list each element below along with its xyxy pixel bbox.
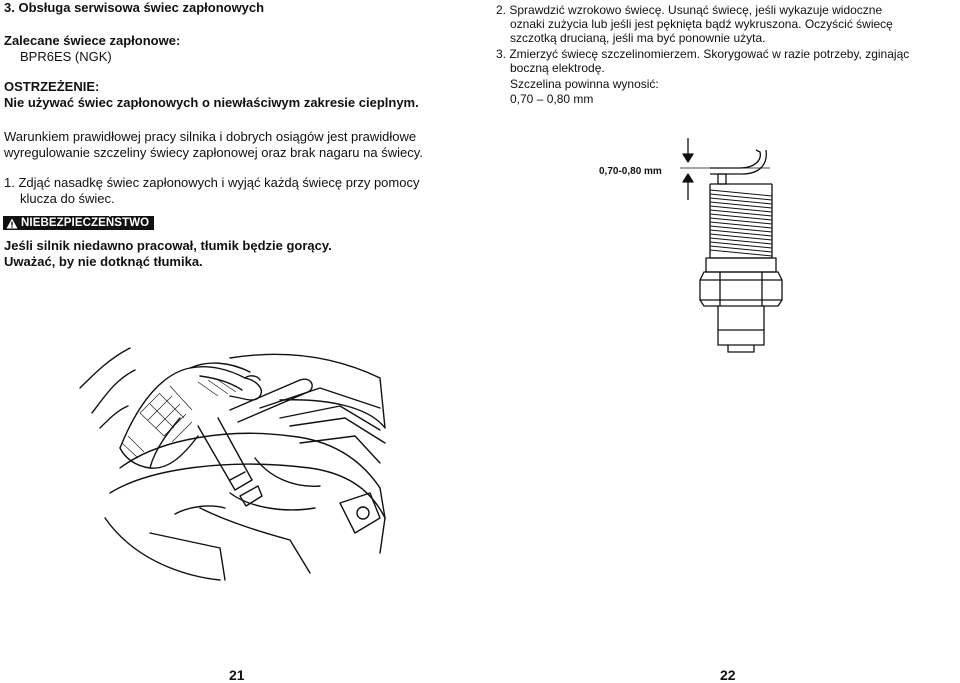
danger-line-2: Uważać, by nie dotknąć tłumika. bbox=[4, 254, 203, 269]
spark-plug-gap-diagram bbox=[660, 130, 800, 360]
danger-label: NIEBEZPIECZEŃSTWO bbox=[21, 217, 150, 229]
caution-heading: OSTRZEŻENIE: bbox=[4, 79, 100, 94]
recommended-value: BPR6ES (NGK) bbox=[20, 49, 112, 64]
page-number-left: 21 bbox=[229, 667, 245, 683]
recommended-heading: Zalecane świece zapłonowe: bbox=[4, 33, 181, 48]
step2-line-3: szczotką drucianą, jeśli ma być ponownie użyta. bbox=[510, 31, 766, 45]
page-number-right: 22 bbox=[720, 667, 736, 683]
spark-plug-removal-illustration bbox=[80, 318, 420, 578]
danger-badge bbox=[3, 216, 154, 230]
step2-line-2: oznaki zużycia lub jeśli jest pęknięta bądź wykruszona. Oczyścić świecę bbox=[510, 17, 893, 31]
section-title: 3. Obsługa serwisowa świec zapłonowych bbox=[4, 0, 265, 15]
step3-line-2: boczną elektrodę. bbox=[510, 61, 605, 75]
step2-line-1: 2. Sprawdzić wzrokowo świecę. Usunąć świecę, jeśli wykazuje widoczne bbox=[496, 3, 883, 17]
step1-line-1: 1. Zdjąć nasadkę świec zapłonowych i wyjąć każdą świecę przy pomocy bbox=[4, 175, 420, 190]
caution-text: Nie używać świec zapłonowych o niewłaściwym zakresie cieplnym. bbox=[4, 95, 419, 110]
intro-line-2: wyregulowanie szczeliny świecy zapłonowej oraz brak nagaru na świecy. bbox=[4, 145, 423, 160]
warning-triangle-icon bbox=[6, 218, 18, 229]
intro-line-1: Warunkiem prawidłowej pracy silnika i dobrych osiągów jest prawidłowe bbox=[4, 129, 417, 144]
step3-line-1: 3. Zmierzyć świecę szczelinomierzem. Skorygować w razie potrzeby, zginając bbox=[496, 47, 910, 61]
diagram-gap-label: 0,70-0,80 mm bbox=[599, 166, 662, 177]
step1-line-2: klucza do świec. bbox=[20, 191, 115, 206]
gap-label: Szczelina powinna wynosić: bbox=[510, 77, 659, 91]
danger-line-1: Jeśli silnik niedawno pracował, tłumik będzie gorący. bbox=[4, 238, 332, 253]
gap-value: 0,70 – 0,80 mm bbox=[510, 92, 594, 106]
